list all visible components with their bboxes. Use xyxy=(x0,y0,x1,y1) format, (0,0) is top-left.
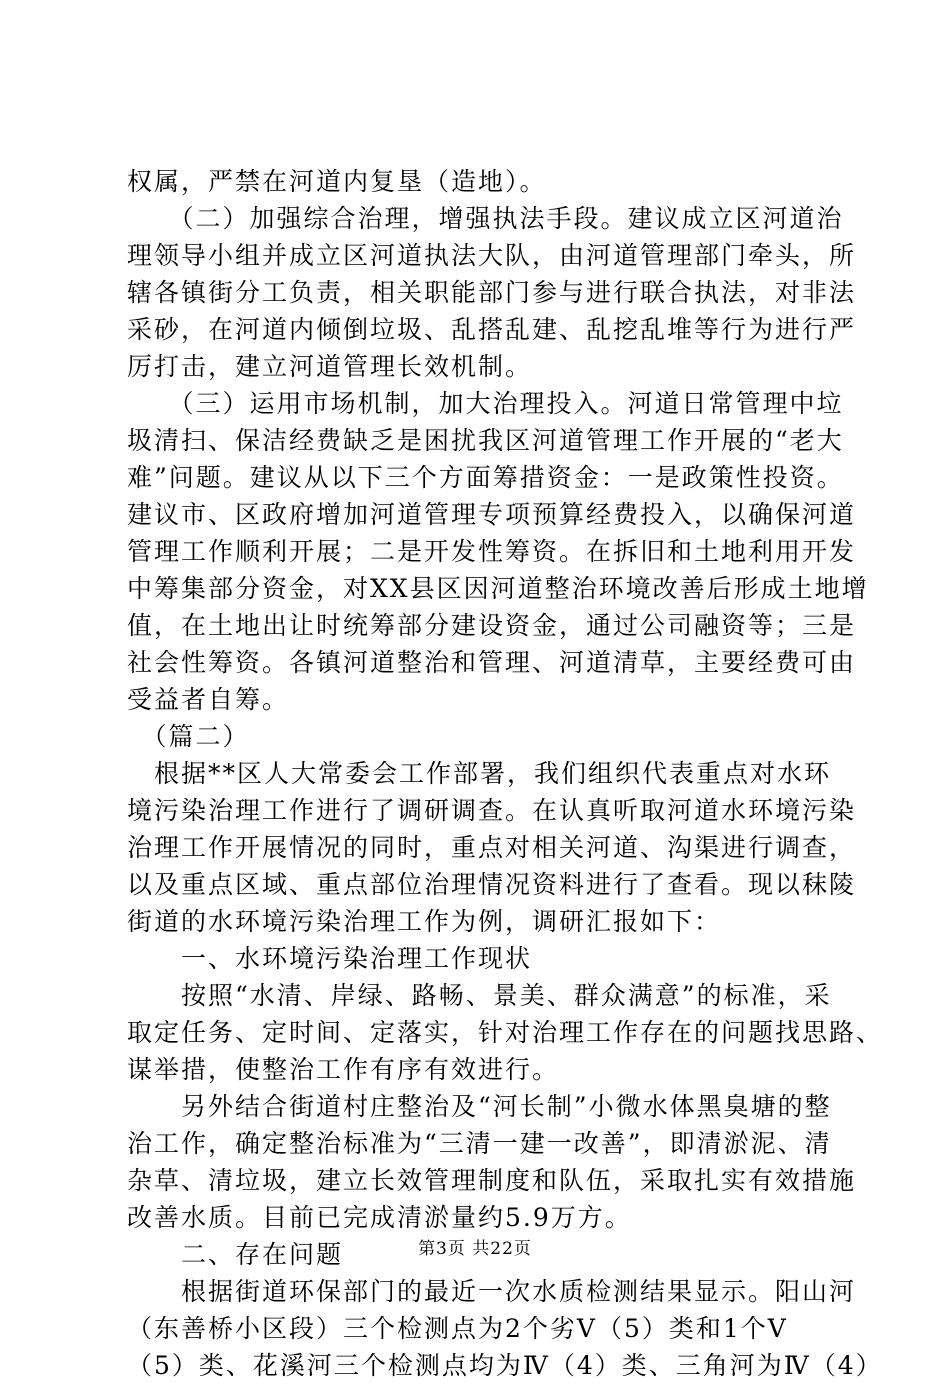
text-line: 按照“水清、岸绿、路畅、景美、群众满意”的标准，采 xyxy=(127,981,832,1010)
text-line: 圾清扫、保洁经费缺乏是困扰我区河道管理工作开展的“老大 xyxy=(127,426,844,455)
text-line: 改善水质。目前已完成清淤量约5.9万方。 xyxy=(127,1203,632,1232)
text-line: 值，在土地出让时统筹部分建设资金，通过公司融资等；三是 xyxy=(127,611,857,640)
text-line: （5）类、花溪河三个检测点均为Ⅳ（4）类、三角河为Ⅳ（4） xyxy=(127,1351,883,1380)
text-line: 采砂，在河道内倾倒垃圾、乱搭乱建、乱挖乱堆等行为进行严 xyxy=(127,315,857,344)
text-line: 境污染治理工作进行了调研调查。在认真听取河道水环境污染 xyxy=(127,796,857,825)
page-number-footer: 第3页 共22页 xyxy=(418,1239,532,1259)
text-line: （三）运用市场机制，加大治理投入。河道日常管理中垃 xyxy=(127,389,844,418)
text-line: 以及重点区域、重点部位治理情况资料进行了查看。现以秣陵 xyxy=(127,870,857,899)
document-body xyxy=(127,163,884,1384)
text-line: 取定任务、定时间、定落实，针对治理工作存在的问题找思路、 xyxy=(127,1018,884,1047)
section-heading: （篇二） xyxy=(127,722,250,751)
text-line: 理领导小组并成立区河道执法大队，由河道管理部门牵头，所 xyxy=(127,241,857,270)
text-line: 受益者自筹。 xyxy=(127,685,290,714)
text-line: 治理工作开展情况的同时，重点对相关河道、沟渠进行调查， xyxy=(127,833,857,862)
text-line: 杂草、清垃圾，建立长效管理制度和队伍，采取扎实有效措施 xyxy=(127,1166,857,1195)
text-line: 辖各镇街分工负责，相关职能部门参与进行联合执法，对非法 xyxy=(127,278,857,307)
text-line: 管理工作顺利开展；二是开发性筹资。在拆旧和土地利用开发 xyxy=(127,537,857,566)
section-heading: 一、水环境污染治理工作现状 xyxy=(127,944,533,973)
text-line: 建议市、区政府增加河道管理专项预算经费投入，以确保河道 xyxy=(127,500,857,529)
text-line: （二）加强综合治理，增强执法手段。建议成立区河道治 xyxy=(127,204,844,233)
text-line: 谋举措，使整治工作有序有效进行。 xyxy=(127,1055,560,1084)
text-line: 难”问题。建议从以下三个方面筹措资金：一是政策性投资。 xyxy=(127,463,844,492)
text-line: 权属，严禁在河道内复垦（造地）。 xyxy=(127,167,547,196)
text-line: （东善桥小区段）三个检测点为2个劣Ⅴ（5）类和1个Ⅴ xyxy=(127,1314,788,1343)
section-heading: 二、存在问题 xyxy=(127,1240,344,1269)
text-line: 厉打击，建立河道管理长效机制。 xyxy=(127,352,533,381)
text-line: 治工作，确定整治标准为“三清一建一改善”，即清淤泥、清 xyxy=(127,1129,832,1158)
text-line: 街道的水环境污染治理工作为例，调研汇报如下： xyxy=(127,907,722,936)
text-line: 根据街道环保部门的最近一次水质检测结果显示。阳山河 xyxy=(127,1277,857,1306)
text-line: 中筹集部分资金，对XX县区因河道整治环境改善后形成土地增 xyxy=(127,574,869,603)
text-line: 另外结合街道村庄整治及“河长制”小微水体黑臭塘的整 xyxy=(127,1092,832,1121)
text-line: 社会性筹资。各镇河道整治和管理、河道清草，主要经费可由 xyxy=(127,648,857,677)
text-line: 根据**区人大常委会工作部署，我们组织代表重点对水环 xyxy=(127,759,832,788)
